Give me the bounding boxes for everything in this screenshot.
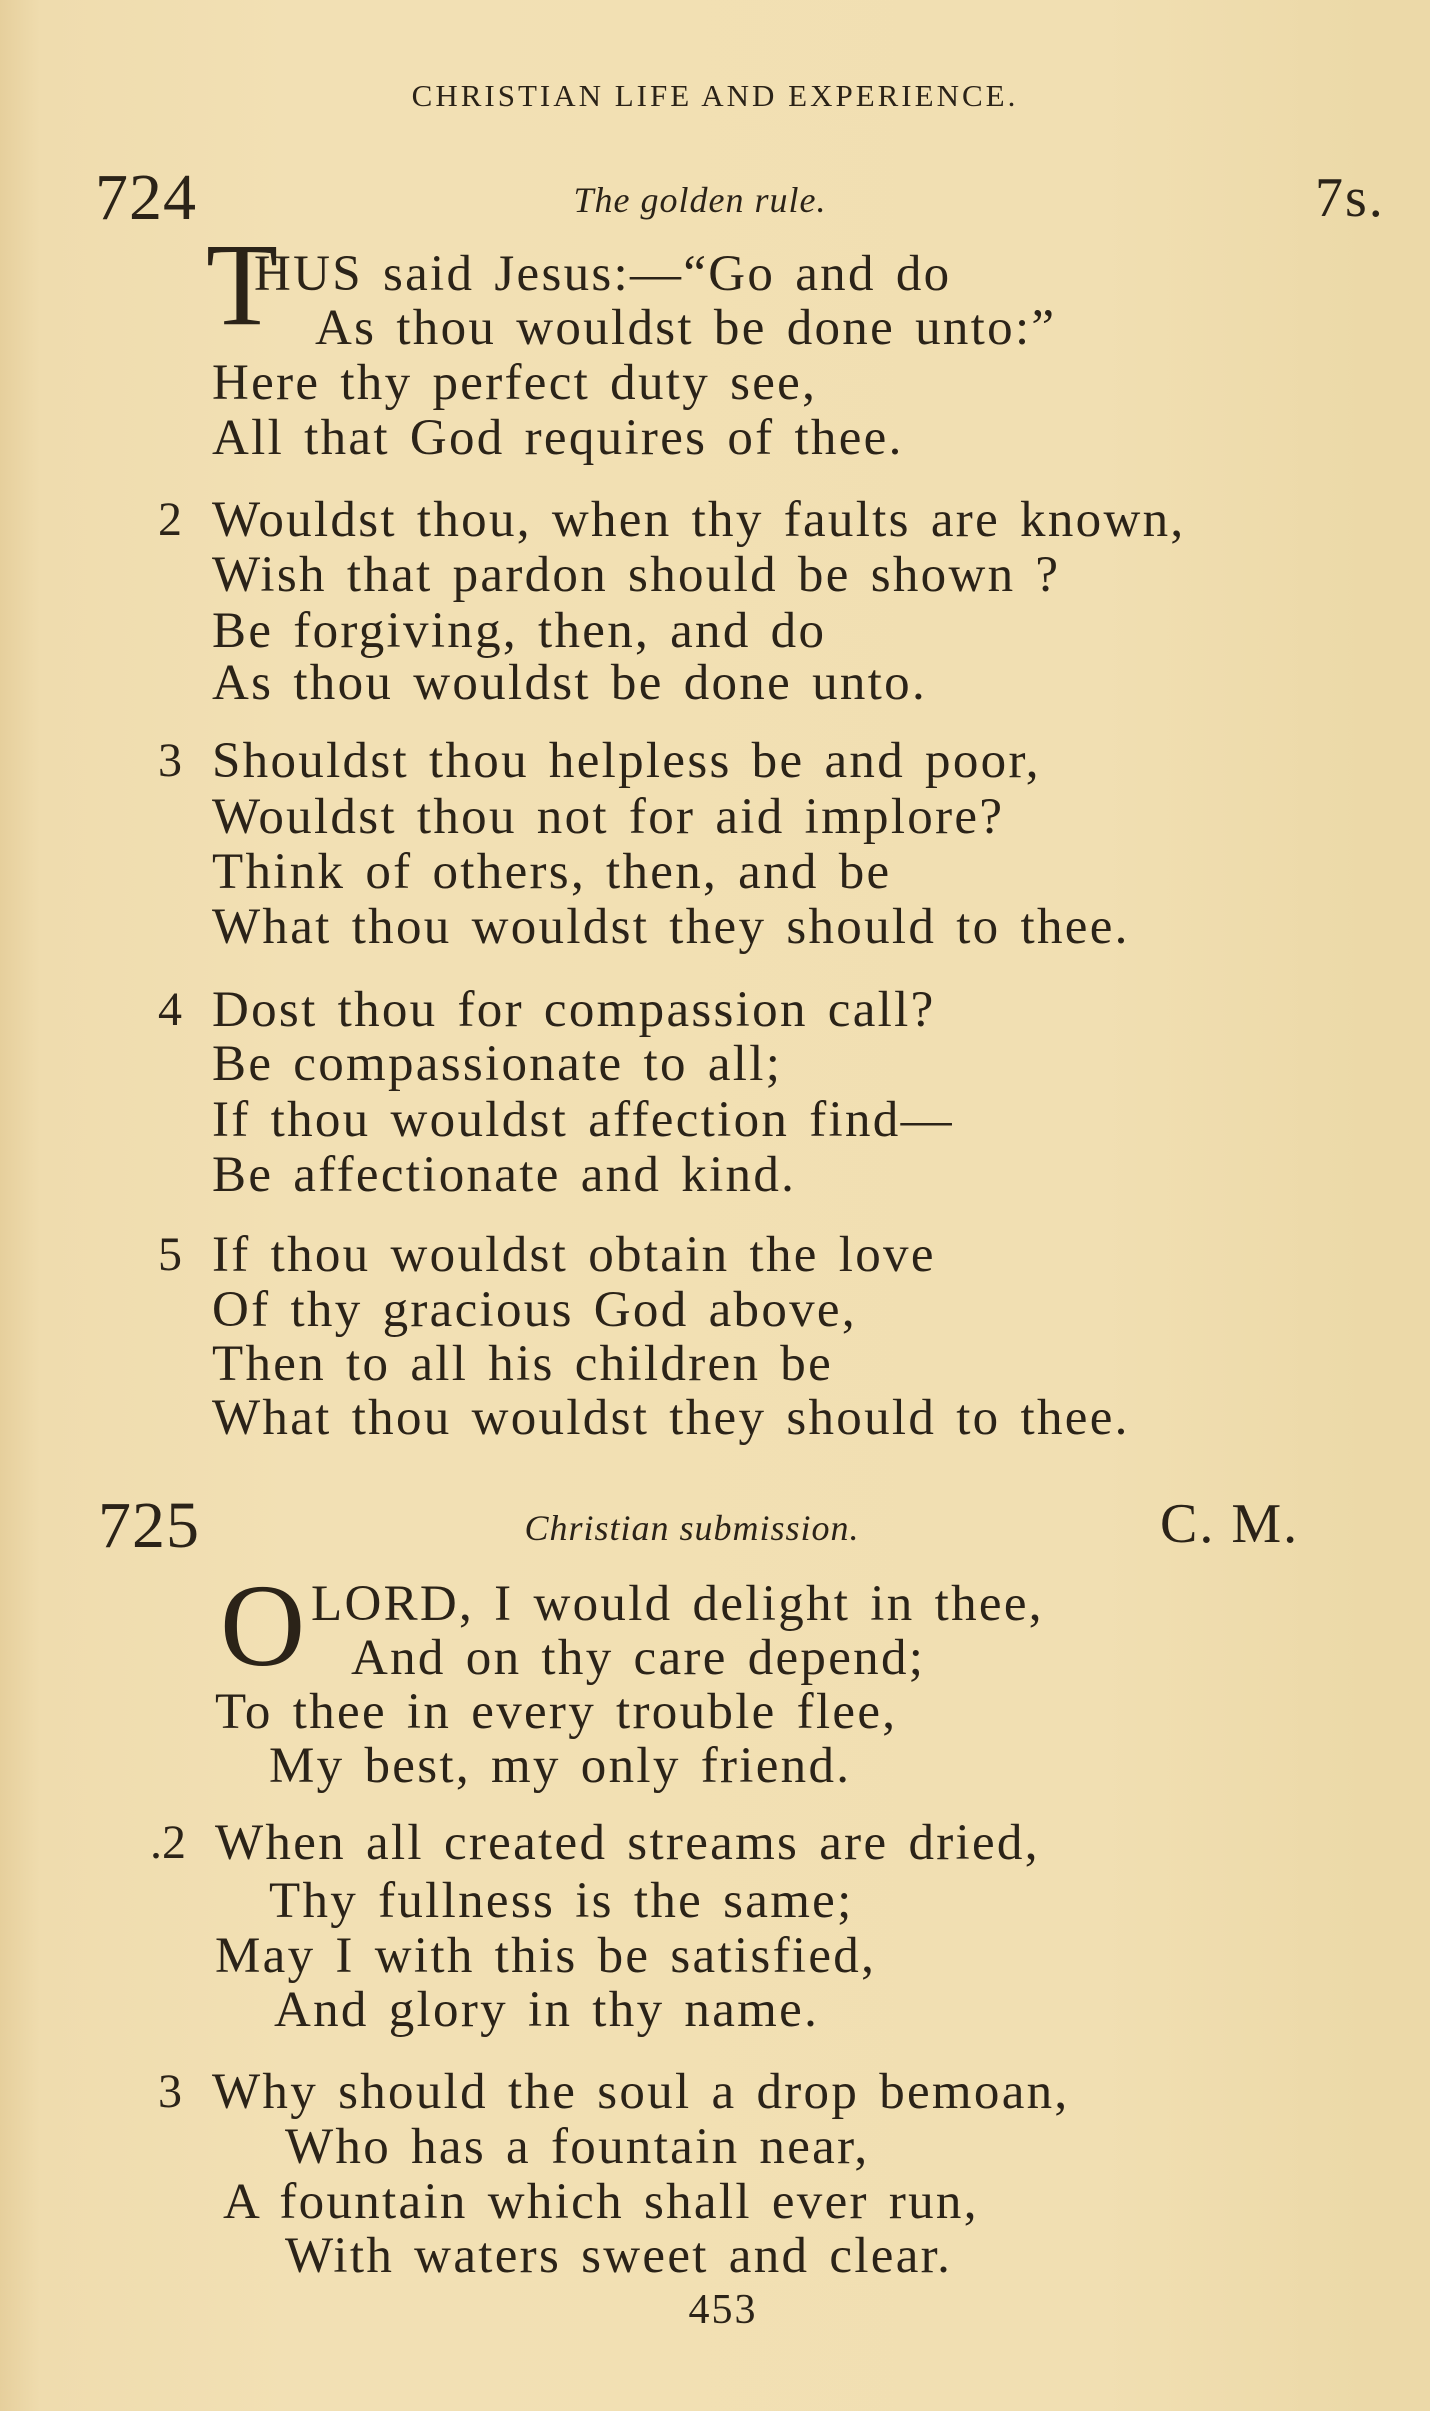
drop-cap: O [220,1560,306,1691]
verse-line: Of thy gracious God above, [212,1282,857,1338]
verse-line: When all created streams are dried, [215,1815,1040,1871]
drop-cap: T [206,219,279,350]
verse-line: What thou wouldst they should to thee. [212,899,1130,955]
verse-line: Here thy perfect duty see, [212,355,818,411]
verse-line: If thou wouldst obtain the love [212,1227,936,1283]
hymn-title: The golden rule. [573,180,827,220]
verse-line: And glory in thy name. [274,1982,820,2038]
hymn-number: 725 [98,1489,200,1562]
verse-line: A fountain which shall ever run, [223,2174,979,2230]
hymn-meter: 7s. [1315,167,1385,229]
verse-line: If thou wouldst affection find— [212,1092,954,1148]
verse-line: Wouldst thou, when thy faults are known, [212,492,1186,548]
verse-line: Be affectionate and kind. [212,1147,797,1203]
stanza-number: 3 [158,734,182,787]
verse-line: Be compassionate to all; [212,1036,783,1092]
verse-line: With waters sweet and clear. [285,2228,953,2284]
verse-line: Thy fullness is the same; [269,1873,854,1929]
verse-line: Wish that pardon should be shown ? [212,547,1061,603]
hymn-number: 724 [95,161,197,234]
verse-line: Think of others, then, and be [212,844,892,900]
verse-line: What thou wouldst they should to thee. [212,1390,1130,1446]
verse-line: All that God requires of thee. [212,410,904,466]
verse-line: To thee in every trouble flee, [215,1684,898,1740]
hymn-title: Christian submission. [524,1508,860,1548]
stanza-number: .2 [150,1816,186,1869]
verse-line: Why should the soul a drop bemoan, [212,2064,1070,2120]
page-number: 453 [688,2287,758,2333]
verse-line: And on thy care depend; [351,1630,926,1686]
stanza-number: 3 [158,2065,182,2118]
verse-line: My best, my only friend. [269,1738,852,1794]
hymn-meter: C. M. [1160,1493,1300,1555]
running-header: CHRISTIAN LIFE AND EXPERIENCE. [411,78,1019,113]
verse-line: Then to all his children be [212,1336,834,1392]
stanza-number: 5 [158,1228,182,1281]
verse-line: HUS said Jesus:—“Go and do [254,246,952,302]
verse-line: As thou wouldst be done unto. [212,655,928,711]
verse-line: As thou wouldst be done unto:” [315,300,1057,356]
verse-line: May I with this be satisfied, [215,1928,877,1984]
verse-line: Be forgiving, then, and do [212,603,827,659]
verse-line: Who has a fountain near, [285,2119,870,2175]
verse-line: Shouldst thou helpless be and poor, [212,733,1041,789]
verse-line: LORD, I would delight in thee, [311,1576,1044,1632]
verse-line: Wouldst thou not for aid implore? [212,789,1005,845]
stanza-number: 4 [158,983,182,1036]
stanza-number: 2 [158,493,182,546]
verse-line: Dost thou for compassion call? [212,982,936,1038]
